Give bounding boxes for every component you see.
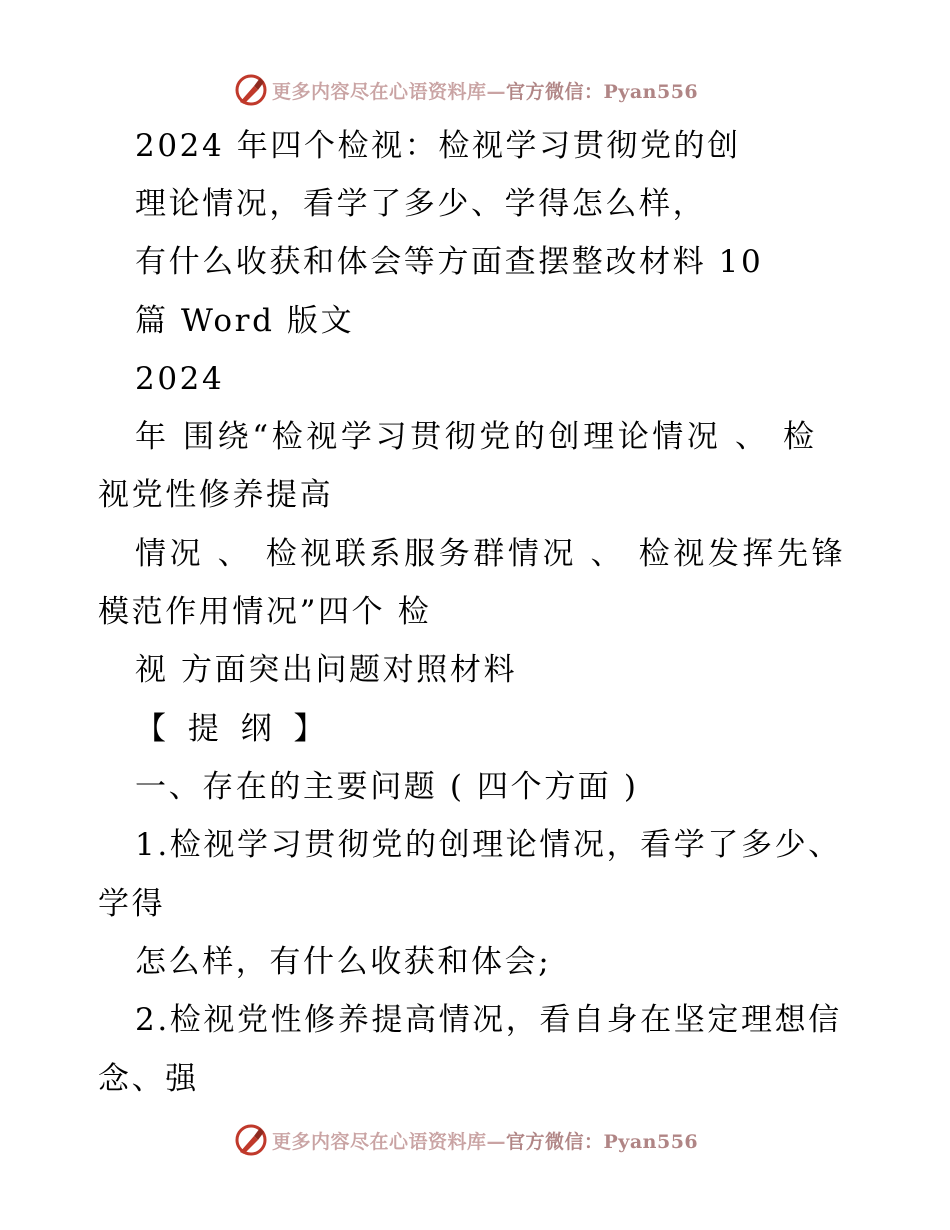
footer-banner bbox=[234, 1122, 698, 1158]
doc-line: 视党性修养提高 bbox=[98, 477, 334, 513]
doc-line: 2024 bbox=[135, 361, 225, 397]
pen-circle-logo-icon bbox=[234, 73, 268, 107]
doc-line: 视 方面突出问题对照材料 bbox=[135, 652, 518, 688]
banner-text: 更多内容尽在心语资料库—官方微信：Pyan556 bbox=[272, 80, 699, 103]
doc-line: 有什么收获和体会等方面查摆整改材料 10 bbox=[135, 244, 764, 280]
doc-line: 篇 Word 版文 bbox=[135, 303, 355, 339]
pen-circle-logo-icon bbox=[234, 1123, 268, 1157]
wechat-label: 官方微信：Pyan556 bbox=[506, 1130, 699, 1153]
doc-line: 理论情况，看学了多少、学得怎么样， bbox=[135, 186, 707, 222]
doc-line: 模范作用情况”四个 检 bbox=[98, 594, 432, 630]
doc-line: 学得 bbox=[98, 886, 166, 922]
section-heading: 一、存在的主要问题 ( 四个方面 ) bbox=[135, 769, 639, 805]
doc-line: 2024 年四个检视：检视学习贯彻党的创 bbox=[135, 128, 741, 164]
doc-line: 年 围绕“检视学习贯彻党的创理论情况 、 检 bbox=[135, 419, 818, 455]
doc-line: 怎么样，有什么收获和体会; bbox=[135, 944, 552, 980]
doc-line: 情况 、 检视联系服务群情况 、 检视发挥先锋 bbox=[135, 536, 847, 572]
doc-line: 2.检视党性修养提高情况，看自身在坚定理想信 bbox=[135, 1002, 842, 1038]
doc-line: 念、强 bbox=[98, 1061, 199, 1097]
wechat-label: 官方微信：Pyan556 bbox=[506, 80, 699, 103]
banner-text: 更多内容尽在心语资料库—官方微信：Pyan556 bbox=[272, 1130, 699, 1153]
outline-heading: 【 提 纲 】 bbox=[135, 711, 331, 747]
doc-line: 1.检视学习贯彻党的创理论情况，看学了多少、 bbox=[135, 827, 842, 863]
header-banner bbox=[234, 72, 698, 108]
